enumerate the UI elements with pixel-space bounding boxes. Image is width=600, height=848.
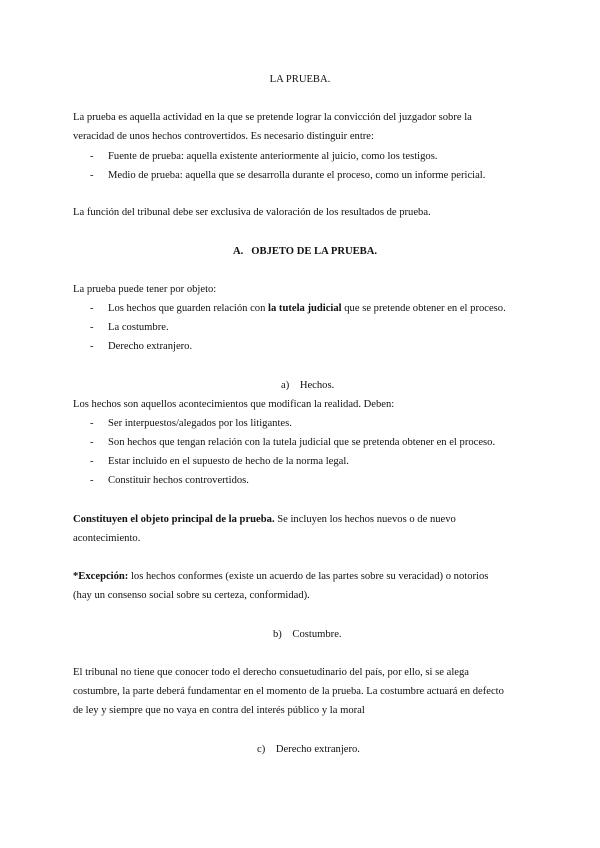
bullet-dash: - xyxy=(90,322,94,333)
hechos-principal-bold: Constituyen el objeto principal de la prueba. xyxy=(73,514,275,525)
section-a-intro: La prueba puede tener por objeto: xyxy=(73,284,217,295)
excepcion-line-2: (hay un consenso social sobre su certeza, conformidad). xyxy=(73,590,310,601)
hechos-intro: Los hechos son aquellos acontecimientos que modifican la realidad. Deben: xyxy=(73,399,395,410)
bullet-text-start: Los hechos que guarden relación con xyxy=(108,303,269,314)
section-a-title: OBJETO DE LA PRUEBA. xyxy=(251,246,378,257)
tribunal-paragraph: La función del tribunal debe ser exclusiva de valoración de los resultados de prueba. xyxy=(73,207,431,218)
hechos-principal-rest: Se incluyen los hechos nuevos o de nuevo xyxy=(274,514,456,525)
section-a-marker: A. xyxy=(233,246,244,257)
list-item-text: Medio de prueba: aquella que se desarrolla durante el proceso, como un informe pericial. xyxy=(108,170,486,181)
list-item xyxy=(0,471,600,490)
list-item-text: Constituir hechos controvertidos. xyxy=(108,475,249,486)
hechos-principal-line-1 xyxy=(73,510,456,529)
costumbre-paragraph-line-2: costumbre, la parte deberá fundamentar en el momento de la prueba. La costumbre actuará en defecto xyxy=(73,686,504,697)
list-item-text: Son hechos que tengan relación con la tutela judicial que se pretenda obtener en el proceso. xyxy=(108,437,496,448)
bullet-dash: - xyxy=(90,437,94,448)
list-item xyxy=(0,452,600,471)
list-item xyxy=(0,433,600,452)
excepcion-rest: los hechos conformes (existe un acuerdo de las partes sobre su veracidad) o notorios xyxy=(128,571,489,582)
list-item xyxy=(0,337,600,356)
list-item-text xyxy=(108,299,506,318)
costumbre-paragraph-line-1: El tribunal no tiene que conocer todo el derecho consuetudinario del país, por ello, si se alega xyxy=(73,667,469,678)
list-item-text: La costumbre. xyxy=(108,322,169,333)
bullet-dash: - xyxy=(90,303,94,314)
list-item-text: Estar incluido en el supuesto de hecho de la norma legal. xyxy=(108,456,349,467)
intro-paragraph-line-2: veracidad de unos hechos controvertidos. Es necesario distinguir entre: xyxy=(73,131,374,142)
excepcion-line-1 xyxy=(73,567,488,586)
list-item xyxy=(0,318,600,337)
costumbre-heading xyxy=(273,625,342,644)
list-item-text: Fuente de prueba: aquella existente anteriormente al juicio, como los testigos. xyxy=(108,151,438,162)
list-item-text: Derecho extranjero. xyxy=(108,341,193,352)
bullet-dash: - xyxy=(90,170,94,181)
intro-paragraph-line-1: La prueba es aquella actividad en la que se pretende lograr la convicción del juzgador sobre la xyxy=(73,112,472,123)
bullet-dash: - xyxy=(90,151,94,162)
excepcion-bold: *Excepción: xyxy=(73,571,129,582)
hechos-heading xyxy=(281,376,334,395)
costumbre-marker: b) xyxy=(273,629,282,640)
list-item xyxy=(0,147,600,166)
hechos-title: Hechos. xyxy=(299,380,335,391)
costumbre-paragraph-line-3: de ley y siempre que no vaya en contra del interés público y la moral xyxy=(73,705,365,716)
extranjero-title: Derecho extranjero. xyxy=(275,744,360,755)
bullet-dash: - xyxy=(90,418,94,429)
document-title: LA PRUEBA. xyxy=(269,74,331,85)
bullet-dash: - xyxy=(90,456,94,467)
costumbre-title: Costumbre. xyxy=(292,629,342,640)
list-item-text: Ser interpuestos/alegados por los litigantes. xyxy=(108,418,292,429)
bullet-dash: - xyxy=(90,341,94,352)
extranjero-heading xyxy=(257,740,360,759)
bullet-dash: - xyxy=(90,475,94,486)
hechos-marker: a) xyxy=(281,380,290,391)
hechos-principal-line-2: acontecimiento. xyxy=(73,533,141,544)
list-item xyxy=(0,414,600,433)
section-a-heading xyxy=(233,242,377,261)
extranjero-marker: c) xyxy=(257,744,266,755)
list-item xyxy=(0,299,600,318)
tutela-judicial-bold: la tutela judicial xyxy=(268,303,342,314)
list-item xyxy=(0,166,600,185)
bullet-text-end: que se pretende obtener en el proceso. xyxy=(341,303,506,314)
